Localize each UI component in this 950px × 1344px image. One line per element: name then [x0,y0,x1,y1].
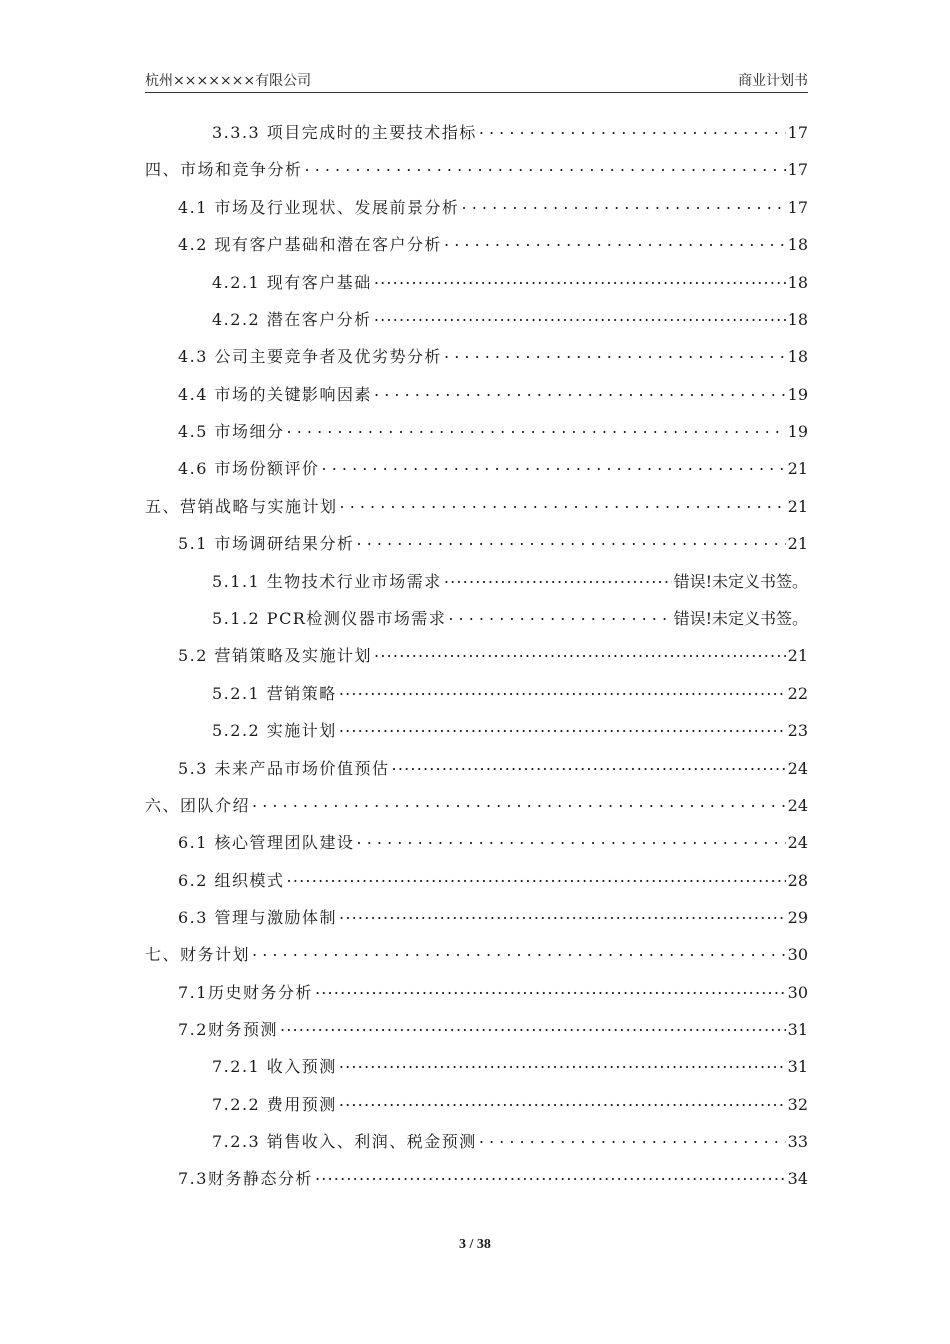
toc-entry-page: 18 [787,273,808,292]
toc-leader-dots [305,157,786,175]
toc-entry-title: 4.3 公司主要竞争者及优劣势分析 [178,347,443,366]
toc-entry-title: 7.3财务静态分析 [178,1169,313,1188]
toc-entry-page: 17 [787,123,808,142]
toc-entry-chapter-5[interactable] [145,493,808,521]
toc-entry-title: 5.3 未来产品市场价值预估 [178,759,390,778]
toc-entry-title: 四、市场和竞争分析 [145,160,303,179]
toc-entry-title: 6.3 管理与激励体制 [178,908,338,927]
toc-leader-dots [322,456,786,474]
toc-entry-4-5[interactable] [178,418,808,446]
toc-leader-dots [287,868,786,886]
toc-entry-title: 6.1 核心管理团队建设 [178,833,355,852]
toc-leader-dots [339,718,786,736]
toc-entry-page: 22 [787,684,808,703]
toc-leader-dots [374,270,786,288]
toc-entry-page: 18 [787,235,808,254]
toc-entry-title: 4.1 市场及行业现状、发展前景分析 [178,198,460,217]
toc-entry-title: 4.4 市场的关键影响因素 [178,385,373,404]
toc-entry-page: 30 [787,983,808,1002]
toc-entry-4-2[interactable] [178,231,808,259]
toc-entry-page: 24 [787,759,808,778]
toc-entry-4-2-2[interactable] [212,306,808,334]
toc-leader-dots [339,905,786,923]
toc-entry-7-2-1[interactable] [212,1053,808,1081]
toc-leader-dots [315,980,786,998]
toc-entry-5-2[interactable] [178,642,808,670]
toc-entry-title: 6.2 组织模式 [178,871,285,890]
toc-leader-dots [357,531,786,549]
toc-entry-page: 29 [787,908,808,927]
toc-entry-4-2-1[interactable] [212,269,808,297]
toc-entry-title: 7.1历史财务分析 [178,983,313,1002]
toc-entry-title: 7.2.2 费用预测 [212,1095,337,1114]
toc-entry-page: 18 [787,310,808,329]
toc-entry-7-2-3[interactable] [212,1128,808,1156]
toc-entry-page: 24 [787,796,808,815]
toc-leader-dots [374,307,786,325]
page-number: 3 / 38 [459,1237,491,1252]
toc-entry-page: 21 [787,459,808,478]
toc-entry-page: 28 [787,871,808,890]
toc-leader-dots [357,830,786,848]
toc-entry-6-3[interactable] [178,904,808,932]
toc-leader-dots [462,195,786,213]
toc-entry-page: 30 [787,945,808,964]
toc-entry-title: 5.1 市场调研结果分析 [178,534,355,553]
toc-entry-title: 3.3.3 项目完成时的主要技术指标 [212,123,477,142]
toc-entry-title: 4.5 市场细分 [178,422,285,441]
toc-entry-title: 4.2.2 潜在客户分析 [212,310,372,329]
toc-leader-dots [252,793,786,811]
toc-entry-page: 21 [787,646,808,665]
toc-entry-chapter-6[interactable] [145,792,808,820]
toc-entry-title: 5.1.2 PCR检测仪器市场需求 [212,609,447,628]
toc-leader-dots [444,344,786,362]
toc-entry-page: 21 [787,497,808,516]
toc-leader-dots [479,120,786,138]
toc-entry-page: 33 [787,1132,808,1151]
toc-entry-title: 7.2.3 销售收入、利润、税金预测 [212,1132,477,1151]
toc-leader-dots [339,681,786,699]
toc-entry-chapter-4[interactable] [145,156,808,184]
toc-entry-title: 五、营销战略与实施计划 [145,497,338,516]
toc-entry-title: 7.2.1 收入预测 [212,1057,337,1076]
toc-leader-dots [448,606,671,624]
toc-leader-dots [252,942,786,960]
toc-leader-dots [315,1166,786,1184]
toc-leader-dots [339,1092,786,1110]
toc-entry-3-3-3[interactable] [212,119,808,147]
toc-entry-title: 4.2 现有客户基础和潜在客户分析 [178,235,443,254]
toc-entry-page: 18 [787,347,808,366]
toc-leader-dots [340,494,786,512]
toc-leader-dots [479,1129,786,1147]
toc-entry-page: 23 [787,721,808,740]
toc-entry-page: 24 [787,833,808,852]
toc-entry-page: 17 [787,160,808,179]
toc-leader-dots [444,232,786,250]
toc-entry-page: 21 [787,534,808,553]
toc-leader-dots [392,756,786,774]
toc-entry-page: 17 [787,198,808,217]
toc-entry-7-2[interactable] [178,1016,808,1044]
toc-entry-title: 5.1.1 生物技术行业市场需求 [212,572,442,591]
toc-entry-5-1[interactable] [178,530,808,558]
document-title: 商业计划书 [738,73,808,89]
toc-entry-page: 31 [787,1057,808,1076]
toc-leader-dots [374,643,786,661]
toc-entry-page: 错误!未定义书签。 [673,572,808,591]
toc-entry-7-3[interactable] [178,1165,808,1193]
toc-entry-6-2[interactable] [178,867,808,895]
toc-entry-title: 六、团队介绍 [145,796,251,815]
toc-entry-5-2-2[interactable] [212,717,808,745]
toc-entry-page: 19 [787,385,808,404]
toc-entry-page: 19 [787,422,808,441]
toc-entry-4-3[interactable] [178,343,808,371]
toc-entry-5-2-1[interactable] [212,680,808,708]
toc-entry-chapter-7[interactable] [145,941,808,969]
toc-entry-title: 5.2.2 实施计划 [212,721,337,740]
toc-entry-title: 5.2 营销策略及实施计划 [178,646,373,665]
toc-leader-dots [287,419,786,437]
toc-entry-page: 31 [787,1020,808,1039]
toc-entry-page: 34 [787,1169,808,1188]
toc-entry-5-1-2[interactable] [212,605,808,633]
toc-entry-title: 7.2财务预测 [178,1020,278,1039]
toc-entry-title: 5.2.1 营销策略 [212,684,337,703]
toc-leader-dots [374,382,786,400]
toc-entry-title: 七、财务计划 [145,945,251,964]
toc-leader-dots [280,1017,786,1035]
toc-entry-7-2-2[interactable] [212,1091,808,1119]
toc-entry-6-1[interactable] [178,829,808,857]
toc-entry-5-1-1[interactable] [212,568,808,596]
toc-entry-4-4[interactable] [178,381,808,409]
toc-entry-5-3[interactable] [178,755,808,783]
toc-entry-4-6[interactable] [178,455,808,483]
toc-entry-page: 32 [787,1095,808,1114]
toc-leader-dots [444,569,672,587]
toc-entry-page: 错误!未定义书签。 [673,609,808,628]
toc-entry-7-1[interactable] [178,979,808,1007]
toc-entry-4-1[interactable] [178,194,808,222]
toc-leader-dots [339,1054,786,1072]
toc-entry-title: 4.6 市场份额评价 [178,459,320,478]
company-name: 杭州×××××××有限公司 [145,73,312,89]
toc-entry-title: 4.2.1 现有客户基础 [212,273,372,292]
